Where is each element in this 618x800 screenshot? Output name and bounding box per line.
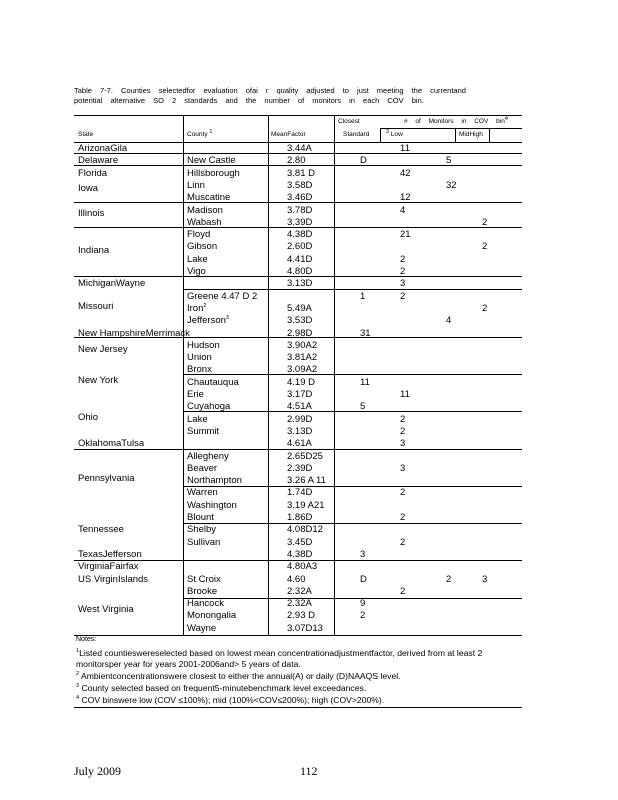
cell-mean: 1.86D xyxy=(287,512,313,523)
table-row xyxy=(74,254,522,266)
cell-mean: 3.19 A21 xyxy=(287,499,325,511)
cell-mean: 4.08D12 xyxy=(287,524,323,536)
state-label-indiana: Indiana xyxy=(78,245,110,256)
state-label-ohio: Ohio xyxy=(78,412,99,423)
note-2: $^2$ Ambientconcentrationswere closest to either the annual(A) or daily (D)NAAQS level. xyxy=(76,671,401,681)
county-footnote-marker: 2 xyxy=(203,302,207,309)
cell-county: Iron$^2$ xyxy=(187,302,207,314)
header-midhigh: MidHigh xyxy=(459,131,483,138)
table-row xyxy=(74,377,522,389)
cell-low: 2 xyxy=(400,290,406,302)
cell-county: Madison xyxy=(187,204,223,216)
table-row xyxy=(74,586,522,598)
cell-mean: 4.60 xyxy=(287,573,306,585)
cell-mean: 4.19 D xyxy=(287,376,315,388)
cell-county: Erie xyxy=(187,389,204,400)
cell-mean: 2.93 D xyxy=(287,610,315,622)
table-row xyxy=(74,414,522,426)
cell-state: ArizonaGila xyxy=(78,143,128,154)
cell-state: MichiganWayne xyxy=(78,278,146,290)
bin-header-rule xyxy=(380,128,522,129)
header-closest: Closest xyxy=(338,118,360,125)
cell-county: Beaver xyxy=(187,462,218,474)
cell-mean: 4.80D xyxy=(287,266,313,277)
cell-mean: 1.74D xyxy=(287,487,313,499)
table-row xyxy=(74,278,522,290)
table-row xyxy=(74,401,522,413)
cell-mean: 4.51A xyxy=(287,401,312,413)
high-divider xyxy=(489,128,490,142)
cell-low: 2 xyxy=(400,585,406,597)
state-label-new-york: New York xyxy=(78,375,119,386)
cell-state: TexasJefferson xyxy=(78,548,142,560)
cell-county: Chautauqua xyxy=(187,376,239,388)
cell-low: 3 xyxy=(400,278,406,290)
table-row xyxy=(74,303,522,315)
table-row xyxy=(74,549,522,561)
cell-high: 2 xyxy=(482,302,488,314)
cell-mean: 2.60D xyxy=(287,241,313,253)
state-label-west-virginia: West Virginia xyxy=(78,604,134,615)
cell-county: Wayne xyxy=(187,622,217,634)
cell-low: 3 xyxy=(400,462,406,474)
table-row xyxy=(74,561,522,573)
cell-low: 2 xyxy=(400,413,406,425)
caption-line-1: Table 7-7. Counties selectedfor evaluation ofai r quality adjusted to just meeting the currentand xyxy=(74,86,466,95)
cell-county: Summit xyxy=(187,425,220,437)
table-row xyxy=(74,143,522,155)
table-row xyxy=(74,155,522,167)
cell-mean: 3.90A2 xyxy=(287,339,318,351)
cell-county: Greene 4.47 D 2 xyxy=(187,290,258,302)
header-county: County $^1$ xyxy=(187,128,213,138)
table-row xyxy=(74,623,522,635)
low-divider xyxy=(380,128,381,142)
cell-mean: 3.81 D xyxy=(287,167,315,179)
table-row xyxy=(74,229,522,241)
cell-low: 2 xyxy=(400,266,406,277)
table-row xyxy=(74,524,522,536)
cell-high: 3 xyxy=(482,573,488,585)
cell-county: Shelby xyxy=(187,524,217,536)
caption-line-2: potential alternative SO 2 standards and the number of monitors in each COV bin. xyxy=(74,96,424,105)
cell-closest: 2 xyxy=(360,610,366,622)
cell-county: Hudson xyxy=(187,339,220,351)
state-label-pennsylvania: Pennsylvania xyxy=(78,473,135,484)
cell-mean: 3.09A2 xyxy=(287,364,318,376)
header-standard: Standard xyxy=(343,131,370,138)
cell-closest: 1 xyxy=(360,290,366,302)
cell-high: 2 xyxy=(482,241,488,253)
cell-mean: 3.13D xyxy=(287,425,313,437)
table-row xyxy=(74,205,522,217)
cell-low: 2 xyxy=(400,253,406,265)
cell-county: Union xyxy=(187,352,212,364)
county-footnote-marker: 3 xyxy=(225,315,229,322)
cell-mean: 3.17D xyxy=(287,389,313,400)
cell-county: Sullivan xyxy=(187,536,221,548)
table-row xyxy=(74,180,522,192)
cell-low: 12 xyxy=(400,192,411,204)
cell-state: Delaware xyxy=(78,155,119,167)
header-monitors-bin: # of Monitors in COV bin$^4$ xyxy=(404,115,508,125)
cell-county: Lake xyxy=(187,253,208,265)
table-row xyxy=(74,463,522,475)
note-3: $^3$ County selected based on frequent5-minutebenchmark level exceedances. xyxy=(76,683,367,693)
table-row xyxy=(74,500,522,512)
cell-mean: 2.65D25 xyxy=(287,450,323,462)
cell-mean: 4.38D xyxy=(287,548,313,560)
cell-low: 21 xyxy=(400,229,411,241)
cell-county: Gibson xyxy=(187,241,218,253)
cell-county: Linn xyxy=(187,179,205,191)
cell-low: 2 xyxy=(400,512,406,523)
table-row xyxy=(74,537,522,549)
table-caption xyxy=(74,86,524,106)
table-row xyxy=(74,364,522,376)
cell-mid: 32 xyxy=(446,179,457,191)
header-low: $^3$ Low xyxy=(386,128,403,138)
cell-county: Hillsborough xyxy=(187,167,240,179)
cell-county: St Croix xyxy=(187,573,221,585)
table-row xyxy=(74,574,522,586)
cell-mean: 2.99D xyxy=(287,413,313,425)
cell-county: Floyd xyxy=(187,229,211,241)
cell-mid: 4 xyxy=(446,315,452,327)
cell-low: 11 xyxy=(400,389,410,400)
note-4: $^4$ COV binswere low (COV ≤100%); mid (100%<COV≤200%); high (COV>200%). xyxy=(76,695,385,705)
cell-mean: 4.41D xyxy=(287,253,313,265)
table-top-rule xyxy=(74,115,522,116)
cell-county: Wabash xyxy=(187,216,222,228)
cell-county: Hancock xyxy=(187,598,224,610)
table-row xyxy=(74,241,522,253)
cell-closest: 3 xyxy=(360,548,366,560)
cell-county: New Castle xyxy=(187,155,236,167)
cell-closest: 9 xyxy=(360,598,366,610)
cell-county: Allegheny xyxy=(187,450,229,462)
cell-closest: 31 xyxy=(360,327,371,339)
cell-low: 42 xyxy=(400,167,411,179)
table-row xyxy=(74,487,522,499)
header-mean-factor: MeanFactor xyxy=(271,131,306,138)
table-row xyxy=(74,426,522,438)
cell-county: Lake xyxy=(187,413,208,425)
state-label-missouri: Missouri xyxy=(78,301,114,312)
table-row xyxy=(74,266,522,278)
cell-state: OklahomaTulsa xyxy=(78,438,145,450)
cell-mean: 3.44A xyxy=(287,143,312,154)
cell-state: New HampshireMerrimack xyxy=(78,327,190,339)
cell-mean: 3.07D13 xyxy=(287,622,323,634)
footer-date: July 2009 xyxy=(74,764,122,778)
cell-county: Warren xyxy=(187,487,218,499)
cell-county: Monongalia xyxy=(187,610,237,622)
state-label-iowa: Iowa xyxy=(78,183,99,194)
table-row xyxy=(74,340,522,352)
cell-county: Muscatine xyxy=(187,192,231,204)
cell-county: Bronx xyxy=(187,364,212,376)
state-label-illinois: Illinois xyxy=(78,208,105,219)
cell-low: 2 xyxy=(400,487,406,499)
note-1: $^1$Listed countieswereselected based on lowest mean concentrationadjustmentfactor, derived from at least 2 monitorsper year for years 2001-2006and> 5 years of data. xyxy=(76,648,483,669)
cell-mean: 3.13D xyxy=(287,278,313,290)
cell-mid: 2 xyxy=(446,573,452,585)
cell-mean: 3.78D xyxy=(287,204,313,216)
cell-low: 3 xyxy=(400,438,406,450)
header-state: State xyxy=(78,131,94,138)
table-row xyxy=(74,328,522,340)
notes-bottom-rule xyxy=(74,707,522,708)
cell-mid: 5 xyxy=(446,155,452,167)
table-row xyxy=(74,475,522,487)
table-row xyxy=(74,451,522,463)
cell-county: Northampton xyxy=(187,475,242,487)
cell-county: Cuyahoga xyxy=(187,401,231,413)
table-row xyxy=(74,512,522,524)
cell-mean: 3.45D xyxy=(287,536,313,548)
cell-mean: 4.80A3 xyxy=(287,561,318,573)
cell-low: 2 xyxy=(400,425,406,437)
cell-low: 2 xyxy=(400,536,406,548)
table-row xyxy=(74,315,522,327)
state-label-new-jersey: New Jersey xyxy=(78,344,128,355)
cell-mean: 2.39D xyxy=(287,462,313,474)
cell-mean: 3.46D xyxy=(287,192,313,204)
cell-state: VirginiaFairfax xyxy=(78,561,139,573)
table-row xyxy=(74,291,522,303)
cell-mean: 2.98D xyxy=(287,327,313,339)
cell-high: 2 xyxy=(482,216,488,228)
table-row xyxy=(74,352,522,364)
table-row xyxy=(74,192,522,204)
cell-closest: 11 xyxy=(360,376,370,388)
cell-mean: 3.58D xyxy=(287,179,313,191)
cell-closest: 5 xyxy=(360,401,366,413)
cell-county: Blount xyxy=(187,512,214,523)
table-row xyxy=(74,438,522,450)
table-row xyxy=(74,168,522,180)
table-row xyxy=(74,217,522,229)
cell-mean: 4.61A xyxy=(287,438,312,450)
cell-closest: D xyxy=(360,155,367,167)
cell-county: Jefferson$^3$ xyxy=(187,315,229,327)
cell-county: Brooke xyxy=(187,585,218,597)
table-row xyxy=(74,610,522,622)
cell-low: 11 xyxy=(400,143,410,154)
cell-mean: 3.81A2 xyxy=(287,352,318,364)
cell-mean: 2.32A xyxy=(287,585,312,597)
notes-title: Notes: xyxy=(76,636,97,643)
cell-mean: 3.53D xyxy=(287,315,313,327)
state-label-tennessee: Tennessee xyxy=(78,524,124,535)
table-bottom-rule xyxy=(74,635,522,636)
cell-state: Florida xyxy=(78,167,108,179)
cell-low: 4 xyxy=(400,204,406,216)
page-number: 112 xyxy=(300,764,318,778)
cell-closest: D xyxy=(360,573,367,585)
cell-mean: 2.80 xyxy=(287,155,306,167)
table-row xyxy=(74,598,522,610)
cell-county: Washington xyxy=(187,499,237,511)
cell-mean: 3.39D xyxy=(287,216,313,228)
cell-mean: 2.32A xyxy=(287,598,312,610)
cell-mean: 5.49A xyxy=(287,302,312,314)
mid-divider xyxy=(455,128,456,142)
cell-mean: 4.38D xyxy=(287,229,313,241)
cell-mean: 3.26 A 11 xyxy=(287,475,326,487)
table-row xyxy=(74,389,522,401)
cell-county: Vigo xyxy=(187,266,206,277)
cell-state: US VirginIslands xyxy=(78,573,149,585)
